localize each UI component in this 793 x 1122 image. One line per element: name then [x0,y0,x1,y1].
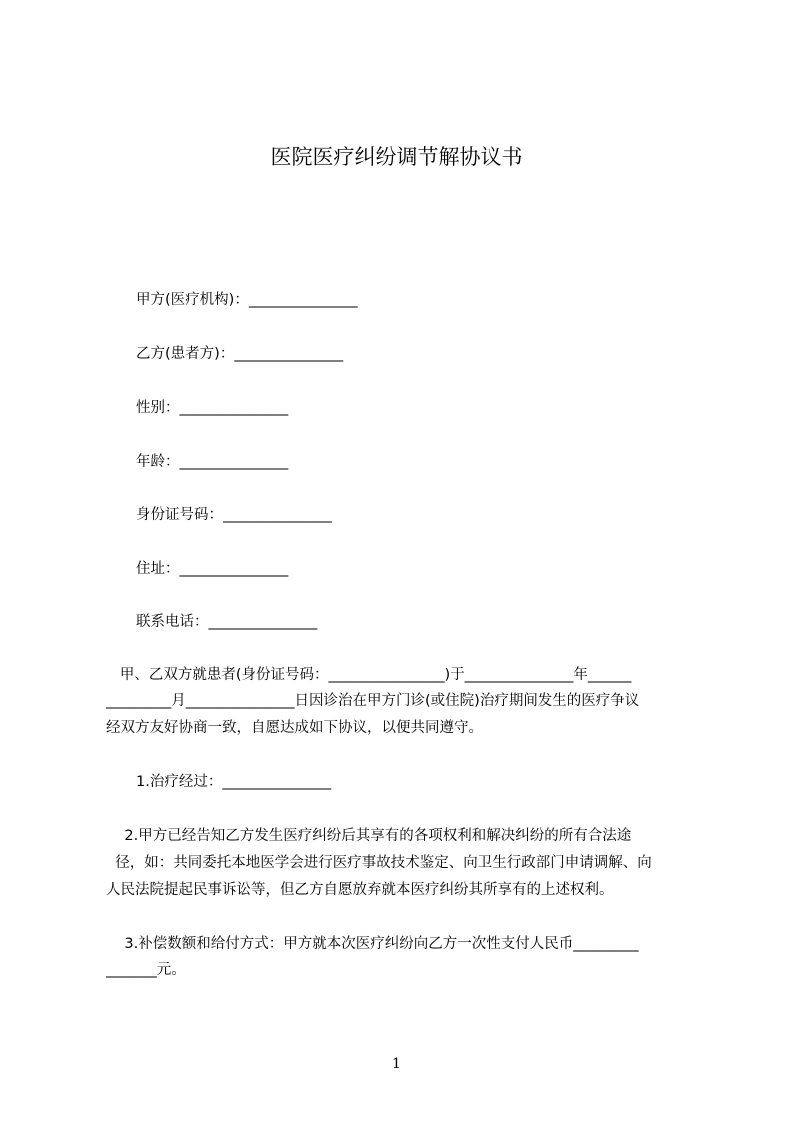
agreement-line-3: 经双方友好协商一致，自愿达成如下协议，以便共同遵守。 [106,720,483,736]
party-a-field: 甲方(医疗机构)：_______________ [136,292,358,308]
address-field: 住址：_______________ [136,561,289,577]
rights-line-3: 人民法院提起民事诉讼等，但乙方自愿放弃就本医疗纠纷其所享有的上述权利。 [106,882,614,898]
id-number-field: 身份证号码：_______________ [136,507,332,523]
document-title: 医院医疗纠纷调节解协议书 [270,145,523,169]
page-number: 1 [392,1056,401,1072]
agreement-line-2: _________月_______________日因诊治在甲方门诊(或住院)治疗期间发生的医疗争议 [106,693,640,709]
treatment-item: 1.治疗经过：_______________ [136,774,332,790]
compensation-line-2: _______元。 [106,962,186,978]
agreement-line-1: 甲、乙双方就患者(身份证号码：________________)于_______________年______ [106,667,632,683]
rights-line-1: 2.甲方已经告知乙方发生医疗纠纷后其享有的各项权利和解决纠纷的所有合法途 [106,828,632,844]
gender-field: 性别：_______________ [136,400,289,416]
compensation-line-1: 3.补偿数额和给付方式：甲方就本次医疗纠纷向乙方一次性支付人民币_________ [106,936,639,952]
party-b-field: 乙方(患者方)：_______________ [136,346,344,362]
age-field: 年龄：_______________ [136,454,289,470]
rights-line-2: 径，如：共同委托本地医学会进行医疗事故技术鉴定、向卫生行政部门申请调解、向 [106,855,652,871]
phone-field: 联系电话：_______________ [136,614,318,630]
